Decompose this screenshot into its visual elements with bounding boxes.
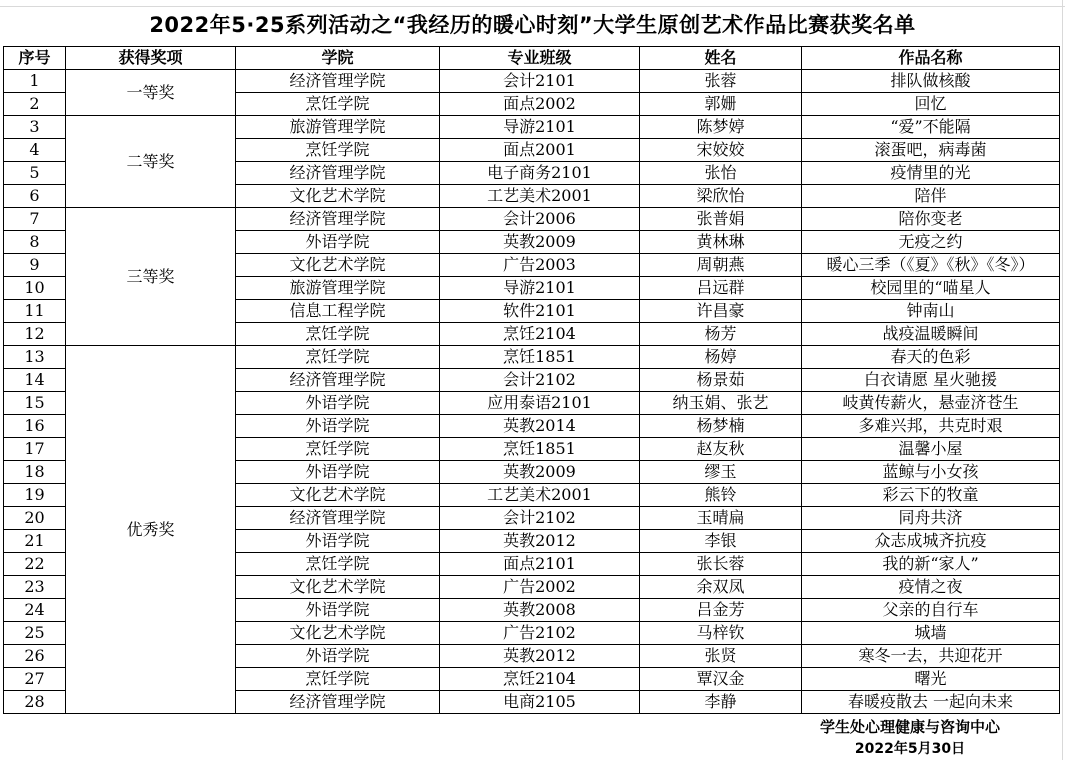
cell-no[interactable]: 27 [4,668,66,691]
cell-no[interactable]: 9 [4,254,66,277]
cell-work[interactable]: 父亲的自行车 [802,599,1060,622]
cell-name[interactable]: 张怡 [640,162,802,185]
cell-work[interactable]: 蓝鲸与小女孩 [802,461,1060,484]
table-row [4,346,1060,369]
cell-no[interactable]: 22 [4,553,66,576]
cell-work[interactable]: 钟南山 [802,300,1060,323]
cell-no[interactable]: 24 [4,599,66,622]
cell-class[interactable]: 烹饪2104 [440,323,640,346]
header-award[interactable]: 获得奖项 [66,47,236,70]
cell-name[interactable]: 缪玉 [640,461,802,484]
cell-class[interactable]: 电商2105 [440,691,640,714]
cell-name[interactable]: 周朝燕 [640,254,802,277]
cell-class[interactable]: 英教2009 [440,231,640,254]
cell-class[interactable]: 应用泰语2101 [440,392,640,415]
cell-name[interactable]: 黄林琳 [640,231,802,254]
cell-work[interactable]: 城墙 [802,622,1060,645]
cell-name[interactable]: 玉晴扁 [640,507,802,530]
table-row [4,208,1060,231]
cell-work[interactable]: 曙光 [802,668,1060,691]
cell-work[interactable]: 寒冬一去，共迎花开 [802,645,1060,668]
cell-no[interactable]: 11 [4,300,66,323]
cell-no[interactable]: 7 [4,208,66,231]
cell-college[interactable]: 经济管理学院 [236,208,440,231]
cell-name[interactable]: 杨景茹 [640,369,802,392]
cell-work[interactable]: 暖心三季（《夏》《秋》《冬》） [802,254,1060,277]
cell-work[interactable]: 无疫之约 [802,231,1060,254]
cell-award[interactable]: 二等奖 [66,116,236,208]
cell-no[interactable]: 15 [4,392,66,415]
header-name[interactable]: 姓名 [640,47,802,70]
cell-work[interactable]: 陪你变老 [802,208,1060,231]
document-title: 2022年5·25系列活动之“我经历的暖心时刻”大学生原创艺术作品比赛获奖名单 [149,13,916,37]
cell-no[interactable]: 3 [4,116,66,139]
cell-no[interactable]: 19 [4,484,66,507]
cell-name[interactable]: 吕远群 [640,277,802,300]
cell-college[interactable]: 文化艺术学院 [236,254,440,277]
cell-name[interactable]: 梁欣怡 [640,185,802,208]
cell-class[interactable]: 英教2014 [440,415,640,438]
cell-class[interactable]: 英教2009 [440,461,640,484]
cell-no[interactable]: 10 [4,277,66,300]
cell-college[interactable]: 外语学院 [236,231,440,254]
cell-no[interactable]: 2 [4,93,66,116]
cell-class[interactable]: 烹饪2104 [440,668,640,691]
cell-college[interactable]: 经济管理学院 [236,162,440,185]
cell-work[interactable]: 多难兴邦，共克时艰 [802,415,1060,438]
awards-body [4,70,1060,714]
cell-work[interactable]: 疫情之夜 [802,576,1060,599]
cell-class[interactable]: 广告2102 [440,622,640,645]
cell-class[interactable]: 软件2101 [440,300,640,323]
cell-no[interactable]: 21 [4,530,66,553]
cell-college[interactable]: 文化艺术学院 [236,576,440,599]
cell-no[interactable]: 13 [4,346,66,369]
cell-no[interactable]: 14 [4,369,66,392]
cell-name[interactable]: 覃汉金 [640,668,802,691]
cell-work[interactable]: 校园里的“喵星人 [802,277,1060,300]
cell-class[interactable]: 工艺美术2001 [440,185,640,208]
cell-work[interactable]: 众志成城齐抗疫 [802,530,1060,553]
cell-no[interactable]: 5 [4,162,66,185]
cell-class[interactable]: 面点2001 [440,139,640,162]
cell-work[interactable]: 排队做核酸 [802,70,1060,93]
cell-name[interactable]: 李银 [640,530,802,553]
cell-class[interactable]: 会计2102 [440,369,640,392]
cell-award[interactable]: 一等奖 [66,70,236,116]
cell-class[interactable]: 广告2003 [440,254,640,277]
cell-college[interactable]: 文化艺术学院 [236,622,440,645]
cell-name[interactable]: 宋姣姣 [640,139,802,162]
cell-work[interactable]: 战疫温暖瞬间 [802,323,1060,346]
header-work[interactable]: 作品名称 [802,47,1060,70]
cell-name[interactable]: 杨梦楠 [640,415,802,438]
cell-college[interactable]: 文化艺术学院 [236,185,440,208]
cell-work[interactable]: 陪伴 [802,185,1060,208]
cell-no[interactable]: 8 [4,231,66,254]
cell-work[interactable]: 我的新“家人” [802,553,1060,576]
header-no[interactable]: 序号 [4,47,66,70]
cell-class[interactable]: 导游2101 [440,277,640,300]
cell-class[interactable]: 会计2101 [440,70,640,93]
cell-class[interactable]: 面点2101 [440,553,640,576]
cell-work[interactable]: 岐黄传薪火，悬壶济苍生 [802,392,1060,415]
header-class[interactable]: 专业班级 [440,47,640,70]
cell-college[interactable]: 烹饪学院 [236,323,440,346]
cell-no[interactable]: 6 [4,185,66,208]
cell-no[interactable]: 23 [4,576,66,599]
cell-class[interactable]: 广告2002 [440,576,640,599]
cell-no[interactable]: 28 [4,691,66,714]
cell-class[interactable]: 英教2008 [440,599,640,622]
cell-class[interactable]: 导游2101 [440,116,640,139]
cell-college[interactable]: 经济管理学院 [236,691,440,714]
cell-name[interactable]: 张长蓉 [640,553,802,576]
cell-college[interactable]: 烹饪学院 [236,139,440,162]
cell-work[interactable]: 同舟共济 [802,507,1060,530]
cell-name[interactable]: 赵友秋 [640,438,802,461]
cell-work[interactable]: 疫情里的光 [802,162,1060,185]
cell-class[interactable]: 会计2102 [440,507,640,530]
cell-college[interactable]: 旅游管理学院 [236,116,440,139]
cell-no[interactable]: 20 [4,507,66,530]
cell-work[interactable]: 滚蛋吧，病毒菌 [802,139,1060,162]
cell-award[interactable]: 优秀奖 [66,346,236,714]
cell-name[interactable]: 张贤 [640,645,802,668]
cell-name[interactable]: 杨芳 [640,323,802,346]
cell-college[interactable]: 文化艺术学院 [236,484,440,507]
cell-college[interactable]: 烹饪学院 [236,346,440,369]
cell-class[interactable]: 会计2006 [440,208,640,231]
cell-college[interactable]: 烹饪学院 [236,438,440,461]
cell-name[interactable]: 杨婷 [640,346,802,369]
cell-class[interactable]: 英教2012 [440,645,640,668]
cell-class[interactable]: 电子商务2101 [440,162,640,185]
cell-college[interactable]: 烹饪学院 [236,553,440,576]
cell-award[interactable]: 三等奖 [66,208,236,346]
cell-work[interactable]: 春暖疫散去 一起向未来 [802,691,1060,714]
grid-right-edge [1062,0,1063,760]
cell-class[interactable]: 烹饪1851 [440,346,640,369]
cell-work[interactable]: “爱”不能隔 [802,116,1060,139]
footer-organization: 学生处心理健康与咨询中心 [819,718,1000,736]
cell-work[interactable]: 彩云下的牧童 [802,484,1060,507]
cell-class[interactable]: 工艺美术2001 [440,484,640,507]
cell-college[interactable]: 信息工程学院 [236,300,440,323]
cell-college[interactable]: 经济管理学院 [236,507,440,530]
cell-work[interactable]: 温馨小屋 [802,438,1060,461]
table-row [4,116,1060,139]
cell-college[interactable]: 烹饪学院 [236,93,440,116]
cell-name[interactable]: 吕金芳 [640,599,802,622]
cell-no[interactable]: 25 [4,622,66,645]
cell-no[interactable]: 26 [4,645,66,668]
cell-name[interactable]: 余双凤 [640,576,802,599]
cell-no[interactable]: 18 [4,461,66,484]
cell-no[interactable]: 17 [4,438,66,461]
cell-class[interactable]: 英教2012 [440,530,640,553]
cell-name[interactable]: 张蓉 [640,70,802,93]
cell-name[interactable]: 张普娟 [640,208,802,231]
cell-college[interactable]: 烹饪学院 [236,668,440,691]
cell-college[interactable]: 旅游管理学院 [236,277,440,300]
awards-table [3,46,1060,714]
cell-college[interactable]: 经济管理学院 [236,70,440,93]
cell-college[interactable]: 外语学院 [236,415,440,438]
cell-no[interactable]: 1 [4,70,66,93]
cell-name[interactable]: 马梓钦 [640,622,802,645]
cell-college[interactable]: 外语学院 [236,599,440,622]
cell-work[interactable]: 回忆 [802,93,1060,116]
cell-no[interactable]: 16 [4,415,66,438]
footer-date: 2022年5月30日 [854,741,966,757]
cell-name[interactable]: 李静 [640,691,802,714]
cell-work[interactable]: 春天的色彩 [802,346,1060,369]
cell-name[interactable]: 陈梦婷 [640,116,802,139]
cell-college[interactable]: 经济管理学院 [236,369,440,392]
header-row [4,47,1060,70]
cell-no[interactable]: 12 [4,323,66,346]
cell-class[interactable]: 烹饪1851 [440,438,640,461]
table-row [4,70,1060,93]
cell-college[interactable]: 外语学院 [236,530,440,553]
cell-name[interactable]: 许昌豪 [640,300,802,323]
header-college[interactable]: 学院 [236,47,440,70]
cell-name[interactable]: 郭姗 [640,93,802,116]
cell-college[interactable]: 外语学院 [236,645,440,668]
cell-no[interactable]: 4 [4,139,66,162]
cell-name[interactable]: 熊铃 [640,484,802,507]
cell-work[interactable]: 白衣请愿 星火驰援 [802,369,1060,392]
cell-college[interactable]: 外语学院 [236,392,440,415]
cell-college[interactable]: 外语学院 [236,461,440,484]
cell-class[interactable]: 面点2002 [440,93,640,116]
cell-name[interactable]: 纳玉娟、张艺 [640,392,802,415]
